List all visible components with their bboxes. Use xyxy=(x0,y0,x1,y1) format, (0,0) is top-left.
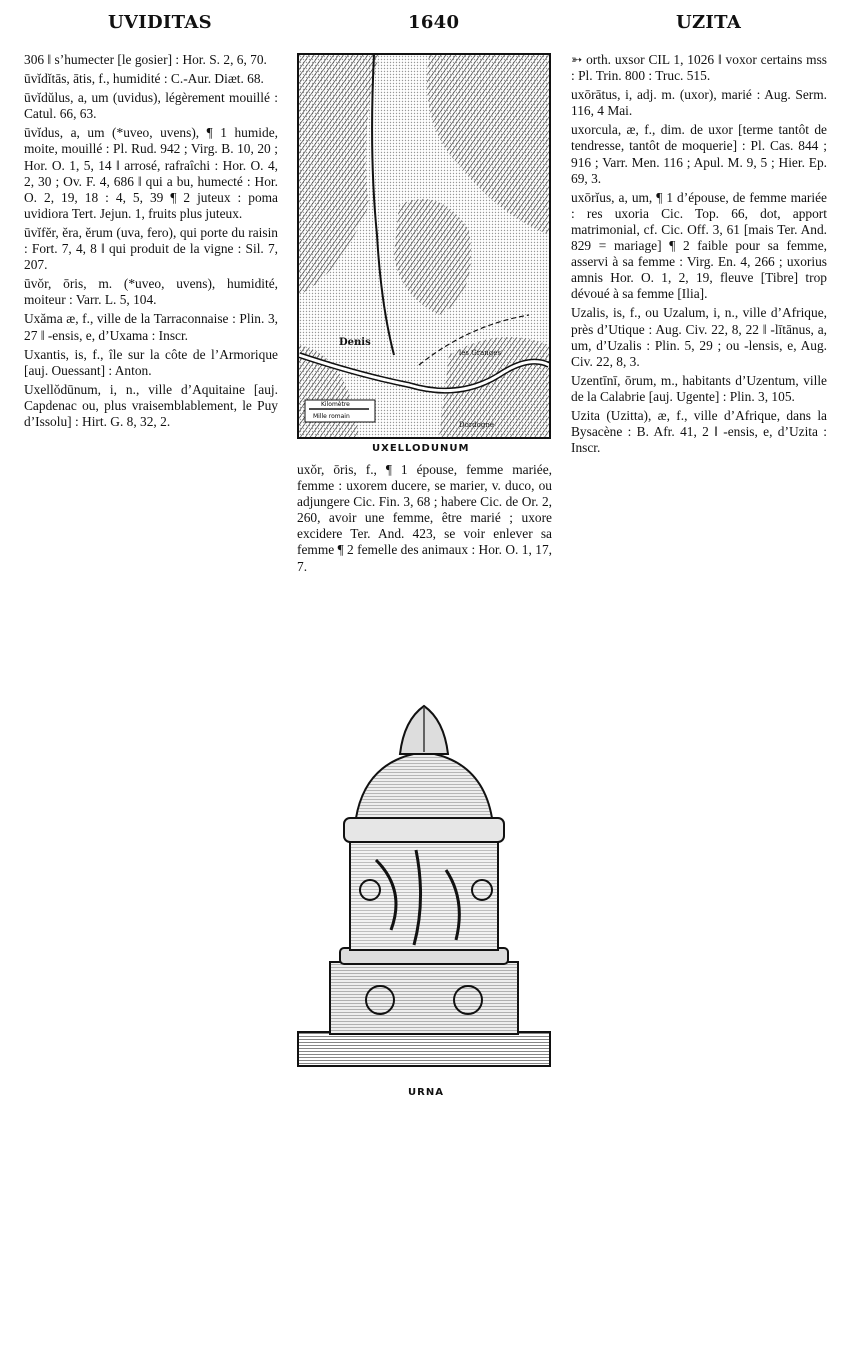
entry-uxorius: uxōrĭus, a, um, ¶ 1 d’épouse, de femme mariée : res uxoria Cic. Top. 66, dot, apport matrimonial, cf. Cic. Off. 3, 61 [mais Ter. And. 829 = mariage] ¶ 2 faible pour sa femme, asservi à sa femme : Virg. En. 4, 266 ; uxorius amnis Hor. O. 1, 2, 19, fleuve [Tibre] trop dévoué à sa femme [Ilia]. xyxy=(571,189,827,302)
map-label-dordogne: Dordogne xyxy=(459,421,494,429)
urna-caption: URNA xyxy=(408,1087,444,1098)
entry-uvor: ūvŏr, ōris, m. (*uveo, uvens), humidité, moiteur : Varr. L. 5, 104. xyxy=(24,276,278,308)
entry-uvidulus: ūvĭdŭlus, a, um (uvidus), légèrement mouillé : Catul. 66, 63. xyxy=(24,90,278,122)
entry-uzita: Uzita (Uzitta), æ, f., ville d’Afrique, dans la Bysacène : B. Afr. 41, 2 ‖ -ensis, e, d’Uzita : Inscr. xyxy=(571,407,827,456)
left-column xyxy=(24,52,278,433)
map-label-granges: les Granges xyxy=(459,349,502,357)
scale-km: Kilomètre xyxy=(321,401,350,408)
urna-engraving xyxy=(296,700,552,1072)
entry-uvifer: ūvĭfĕr, ĕra, ĕrum (uva, fero), qui porte du raisin : Fort. 7, 4, 8 ‖ qui produit de la vigne : Sil. 7, 207. xyxy=(24,224,278,273)
page-number: 1640 xyxy=(408,12,460,33)
running-head-right: UZITA xyxy=(676,12,742,33)
entry-uxama: Uxăma æ, f., ville de la Tarraconnaise : Plin. 3, 27 ‖ -ensis, e, d’Uxama : Inscr. xyxy=(24,311,278,343)
map-caption: UXELLODUNUM xyxy=(372,443,470,454)
entry-uxantis: Uxantis, is, f., île sur la côte de l’Armorique [auj. Ouessant] : Anton. xyxy=(24,346,278,378)
entry-uzentini: Uzentīnī, ōrum, m., habitants d’Uzentum, ville de la Calabrie [auj. Ugente] : Plin. 3, 105. xyxy=(571,372,827,404)
entry-uxorcula: uxorcula, æ, f., dim. de uxor [terme tantôt de tendresse, tantôt de moquerie] : Pl. Cas. 844 ; 916 ; Varr. Men. 116 ; Apul. M. 9, 5 ; Hier. Ep. 69, 3. xyxy=(571,122,827,186)
entry-uzalis: Uzalis, is, f., ou Uzalum, i, n., ville d’Afrique, près d’Utique : Aug. Civ. 22, 8, 22 ‖ -lītānus, a, um, d’Uzalis : Plin. 5, 29 ; ou -lensis, e, Aug. Civ. 22, 8, 3. xyxy=(571,305,827,369)
entry-uxoratus: uxōrātus, i, adj. m. (uxor), marié : Aug. Serm. 116, 4 Mai. xyxy=(571,87,827,119)
entry-uviditas: ūvĭdĭtās, ātis, f., humidité : C.-Aur. Diæt. 68. xyxy=(24,71,264,87)
entry-uvidus: ūvĭdus, a, um (*uveo, uvens), ¶ 1 humide, moite, mouillé : Pl. Rud. 942 ; Virg. B. 10, 20 ; Hor. O. 1, 5, 14 ‖ arrosé, rafraîchi : Hor. O. 4, 2, 30 ; Ov. F. 4, 686 ‖ qui a bu, humecté : Hor. O. 2, 19, 18 : 4, 5, 39 ¶ 2 juteux : poma uvidiora Tert. Jejun. 1, fruits plus juteux. xyxy=(24,125,278,221)
scale-roman: Mille romain xyxy=(313,413,350,420)
map-label-denis: Denis xyxy=(339,337,371,348)
map-illustration xyxy=(299,55,549,437)
entry-uxor-orth: ➳ orth. uxsor CIL 1, 1026 ‖ voxor certains mss : Pl. Trin. 800 : Truc. 515. xyxy=(571,52,827,84)
entry-continuation: 306 ‖ s’humecter [le gosier] : Hor. S. 2, 6, 70. xyxy=(24,52,267,67)
entry-uxellodunum: Uxellŏdūnum, i, n., ville d’Aquitaine [auj. Capdenac ou, plus vraisemblablement, le Puy d’Issolu] : Hirt. G. 8, 32, 2. xyxy=(24,381,278,429)
middle-column xyxy=(297,462,552,578)
entry-uxor: uxŏr, ōris, f., ¶ 1 épouse, femme mariée, femme : uxorem ducere, se marier, v. duco, ou adjungere Cic. Fin. 3, 68 ; habere Cic. de Or. 2, 260, avoir une femme, être marié ; uxore excidere Ter. And. 423, se voir enlever sa femme ¶ 2 femelle des animaux : Hor. O. 1, 17, 7. xyxy=(297,462,552,574)
uxellodunum-map xyxy=(297,53,551,439)
running-head-left: UVIDITAS xyxy=(108,12,212,33)
right-column xyxy=(571,52,827,459)
